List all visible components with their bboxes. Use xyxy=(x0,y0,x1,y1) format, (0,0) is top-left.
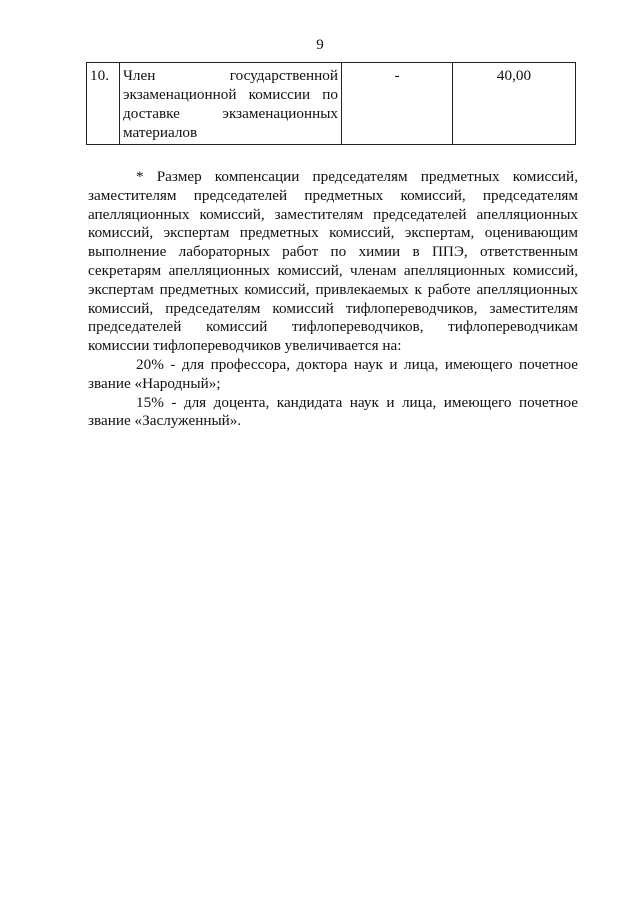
note-line: комиссий, председателям комиссий тифлопереводчиков, заместителям xyxy=(88,299,578,317)
footnote-paragraph xyxy=(88,168,578,431)
note-line: комиссии тифлопереводчиков увеличивается на: xyxy=(88,337,402,355)
note-line: апелляционных комиссий, заместителям председателей апелляционных xyxy=(88,205,578,223)
row-description xyxy=(120,63,342,145)
description-line: материалов xyxy=(123,124,198,141)
note-line: экспертам предметных комиссий, привлекаемых к работе апелляционных xyxy=(88,280,578,298)
row-number: 10. xyxy=(87,63,120,145)
item1-line: 20% - для профессора, доктора наук и лица, имеющего почетное xyxy=(136,355,578,373)
page-number: 9 xyxy=(316,37,324,53)
note-line: выполнение лабораторных работ по химии в ППЭ, ответственным xyxy=(88,243,578,261)
note-line: председателей комиссий тифлопереводчиков, тифлопереводчикам xyxy=(88,318,578,336)
note-line: заместителям председателей предметных комиссий, председателям xyxy=(88,186,578,204)
item1-line: звание «Народный»; xyxy=(88,374,221,392)
item2-line: 15% - для доцента, кандидата наук и лица, имеющего почетное xyxy=(136,393,578,411)
note-line: * Размер компенсации председателям предметных комиссий, xyxy=(136,168,578,185)
table-row xyxy=(87,63,576,145)
description-line: экзаменационной комиссии по xyxy=(123,86,338,103)
note-line: секретарям апелляционных комиссий, членам апелляционных комиссий, xyxy=(88,261,578,279)
compensation-table xyxy=(86,62,576,145)
description-line: Член государственной xyxy=(123,67,338,84)
description-line: доставке экзаменационных xyxy=(123,105,338,122)
row-col3: - xyxy=(342,63,453,145)
item2-line: звание «Заслуженный». xyxy=(88,412,242,430)
note-line: комиссий, экспертам предметных комиссий, экспертам, оценивающим xyxy=(88,224,578,242)
row-amount: 40,00 xyxy=(453,63,576,145)
